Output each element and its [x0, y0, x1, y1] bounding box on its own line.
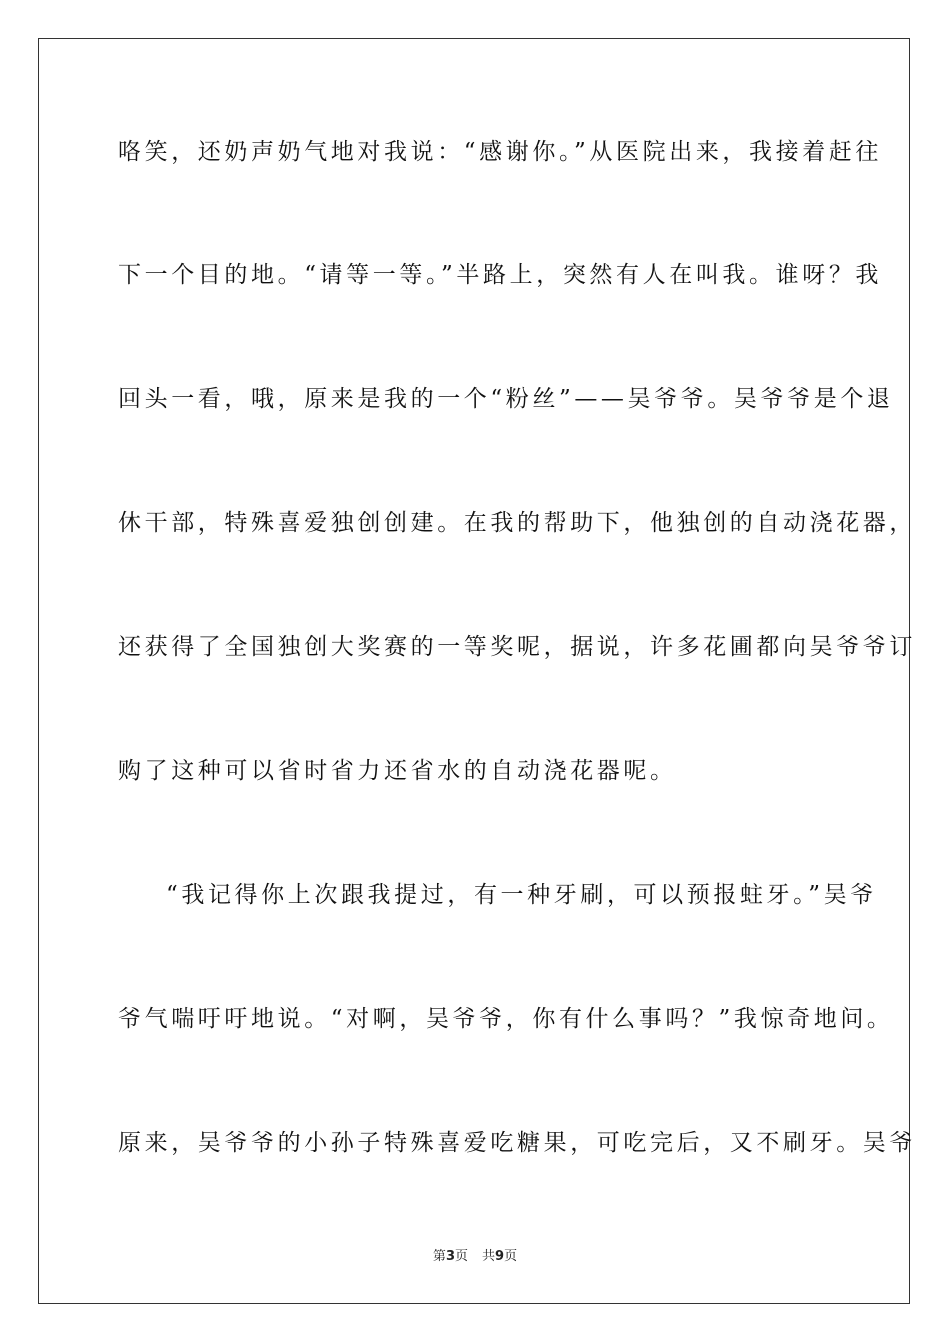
footer-page-prefix: 第	[432, 1249, 446, 1264]
footer-total-prefix: 共	[482, 1249, 496, 1264]
body-text-line-5: 还获得了全国独创大奖赛的一等奖呢，据说，许多花圃都向吴爷爷订	[118, 634, 916, 660]
body-text-line-6: 购了这种可以省时省力还省水的自动浇花器呢。	[118, 758, 677, 784]
page-border	[38, 38, 916, 1304]
footer-current-page: 3	[445, 1249, 455, 1264]
body-text-line-3: 回头一看，哦，原来是我的一个“粉丝”——吴爷爷。吴爷爷是个退	[118, 386, 894, 412]
body-text-line-9: 原来，吴爷爷的小孙子特殊喜爱吃糖果，可吃完后，又不刷牙。吴爷	[118, 1130, 916, 1156]
footer-total-suffix: 页	[504, 1249, 518, 1264]
body-text-line-7: “我记得你上次跟我提过，有一种牙刷，可以预报蛀牙。”吴爷	[166, 882, 877, 908]
body-text-line-1: 咯笑，还奶声奶气地对我说：“感谢你。”从医院出来，我接着赶往	[118, 139, 883, 165]
page-footer	[0, 1249, 950, 1265]
footer-page-suffix: 页	[454, 1249, 468, 1264]
footer-total-pages: 9	[495, 1249, 505, 1264]
body-text-line-2: 下一个目的地。“请等一等。”半路上，突然有人在叫我。谁呀？我	[118, 262, 883, 288]
body-text-line-8: 爷气喘吁吁地说。“对啊，吴爷爷，你有什么事吗？”我惊奇地问。	[118, 1006, 894, 1032]
body-text-line-4: 休干部，特殊喜爱独创创建。在我的帮助下，他独创的自动浇花器，	[118, 510, 916, 536]
